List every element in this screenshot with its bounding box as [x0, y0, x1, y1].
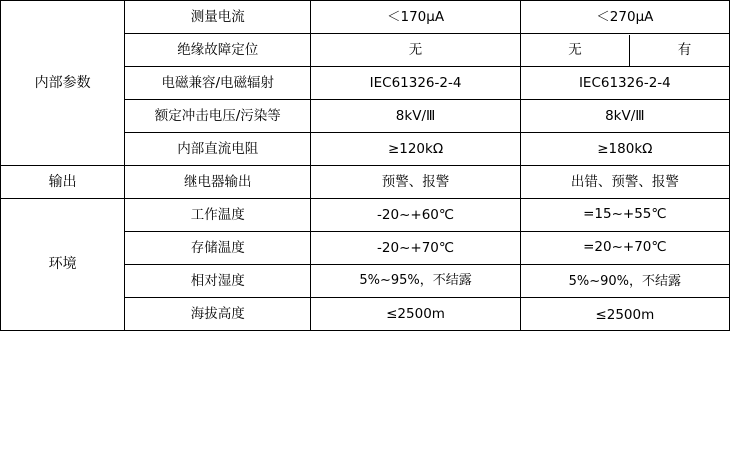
- row-value-b: =20~+70℃: [520, 231, 729, 264]
- row-value-b-split: [520, 34, 729, 67]
- table-row: [1, 166, 730, 199]
- row-value-b-right: 有: [677, 41, 692, 58]
- row-value-a: 8kV/Ⅲ: [311, 100, 520, 133]
- row-group-label: 环境: [1, 199, 125, 331]
- row-item-label: 存储温度: [125, 232, 311, 265]
- row-value-a: ＜170μA: [311, 1, 520, 34]
- row-group-label: 输出: [1, 166, 125, 199]
- row-value-b: 8kV/Ⅲ: [520, 100, 729, 133]
- row-item-label: 测量电流: [125, 1, 311, 34]
- row-item-label: 继电器输出: [125, 166, 311, 199]
- row-item-label: 相对湿度: [125, 265, 311, 298]
- row-value-a: 5%~95%，不结露: [311, 265, 520, 298]
- row-value-b: ≤2500m: [520, 299, 729, 332]
- row-value-a: IEC61326-2-4: [311, 67, 520, 100]
- row-value-b: 5%~90%，不结露: [520, 266, 729, 299]
- row-item-label: 工作温度: [125, 199, 311, 232]
- row-item-label: 内部直流电阻: [125, 133, 311, 166]
- row-value-a: -20~+70℃: [311, 232, 520, 265]
- row-value-b: =15~+55℃: [520, 198, 729, 231]
- row-value-a: -20~+60℃: [311, 199, 520, 232]
- table-row: [1, 1, 730, 34]
- row-value-a: 无: [311, 34, 520, 67]
- row-value-b: ＜270μA: [520, 1, 729, 34]
- row-item-label: 海拔高度: [125, 298, 311, 331]
- row-value-b: ≥180kΩ: [520, 133, 729, 166]
- row-group-label: 内部参数: [1, 1, 125, 166]
- row-value-b: 出错、预警、报警: [520, 166, 729, 199]
- row-value-a: ≤2500m: [311, 298, 520, 331]
- row-item-label: 电磁兼容/电磁辐射: [125, 67, 311, 100]
- row-item-label: 额定冲击电压/污染等: [125, 100, 311, 133]
- row-value-a: 预警、报警: [311, 166, 520, 199]
- row-value-b-left: 无: [521, 35, 630, 66]
- row-value-b: IEC61326-2-4: [520, 67, 729, 100]
- row-item-label: 绝缘故障定位: [125, 34, 311, 67]
- table-row: [1, 199, 730, 232]
- row-value-a: ≥120kΩ: [311, 133, 520, 166]
